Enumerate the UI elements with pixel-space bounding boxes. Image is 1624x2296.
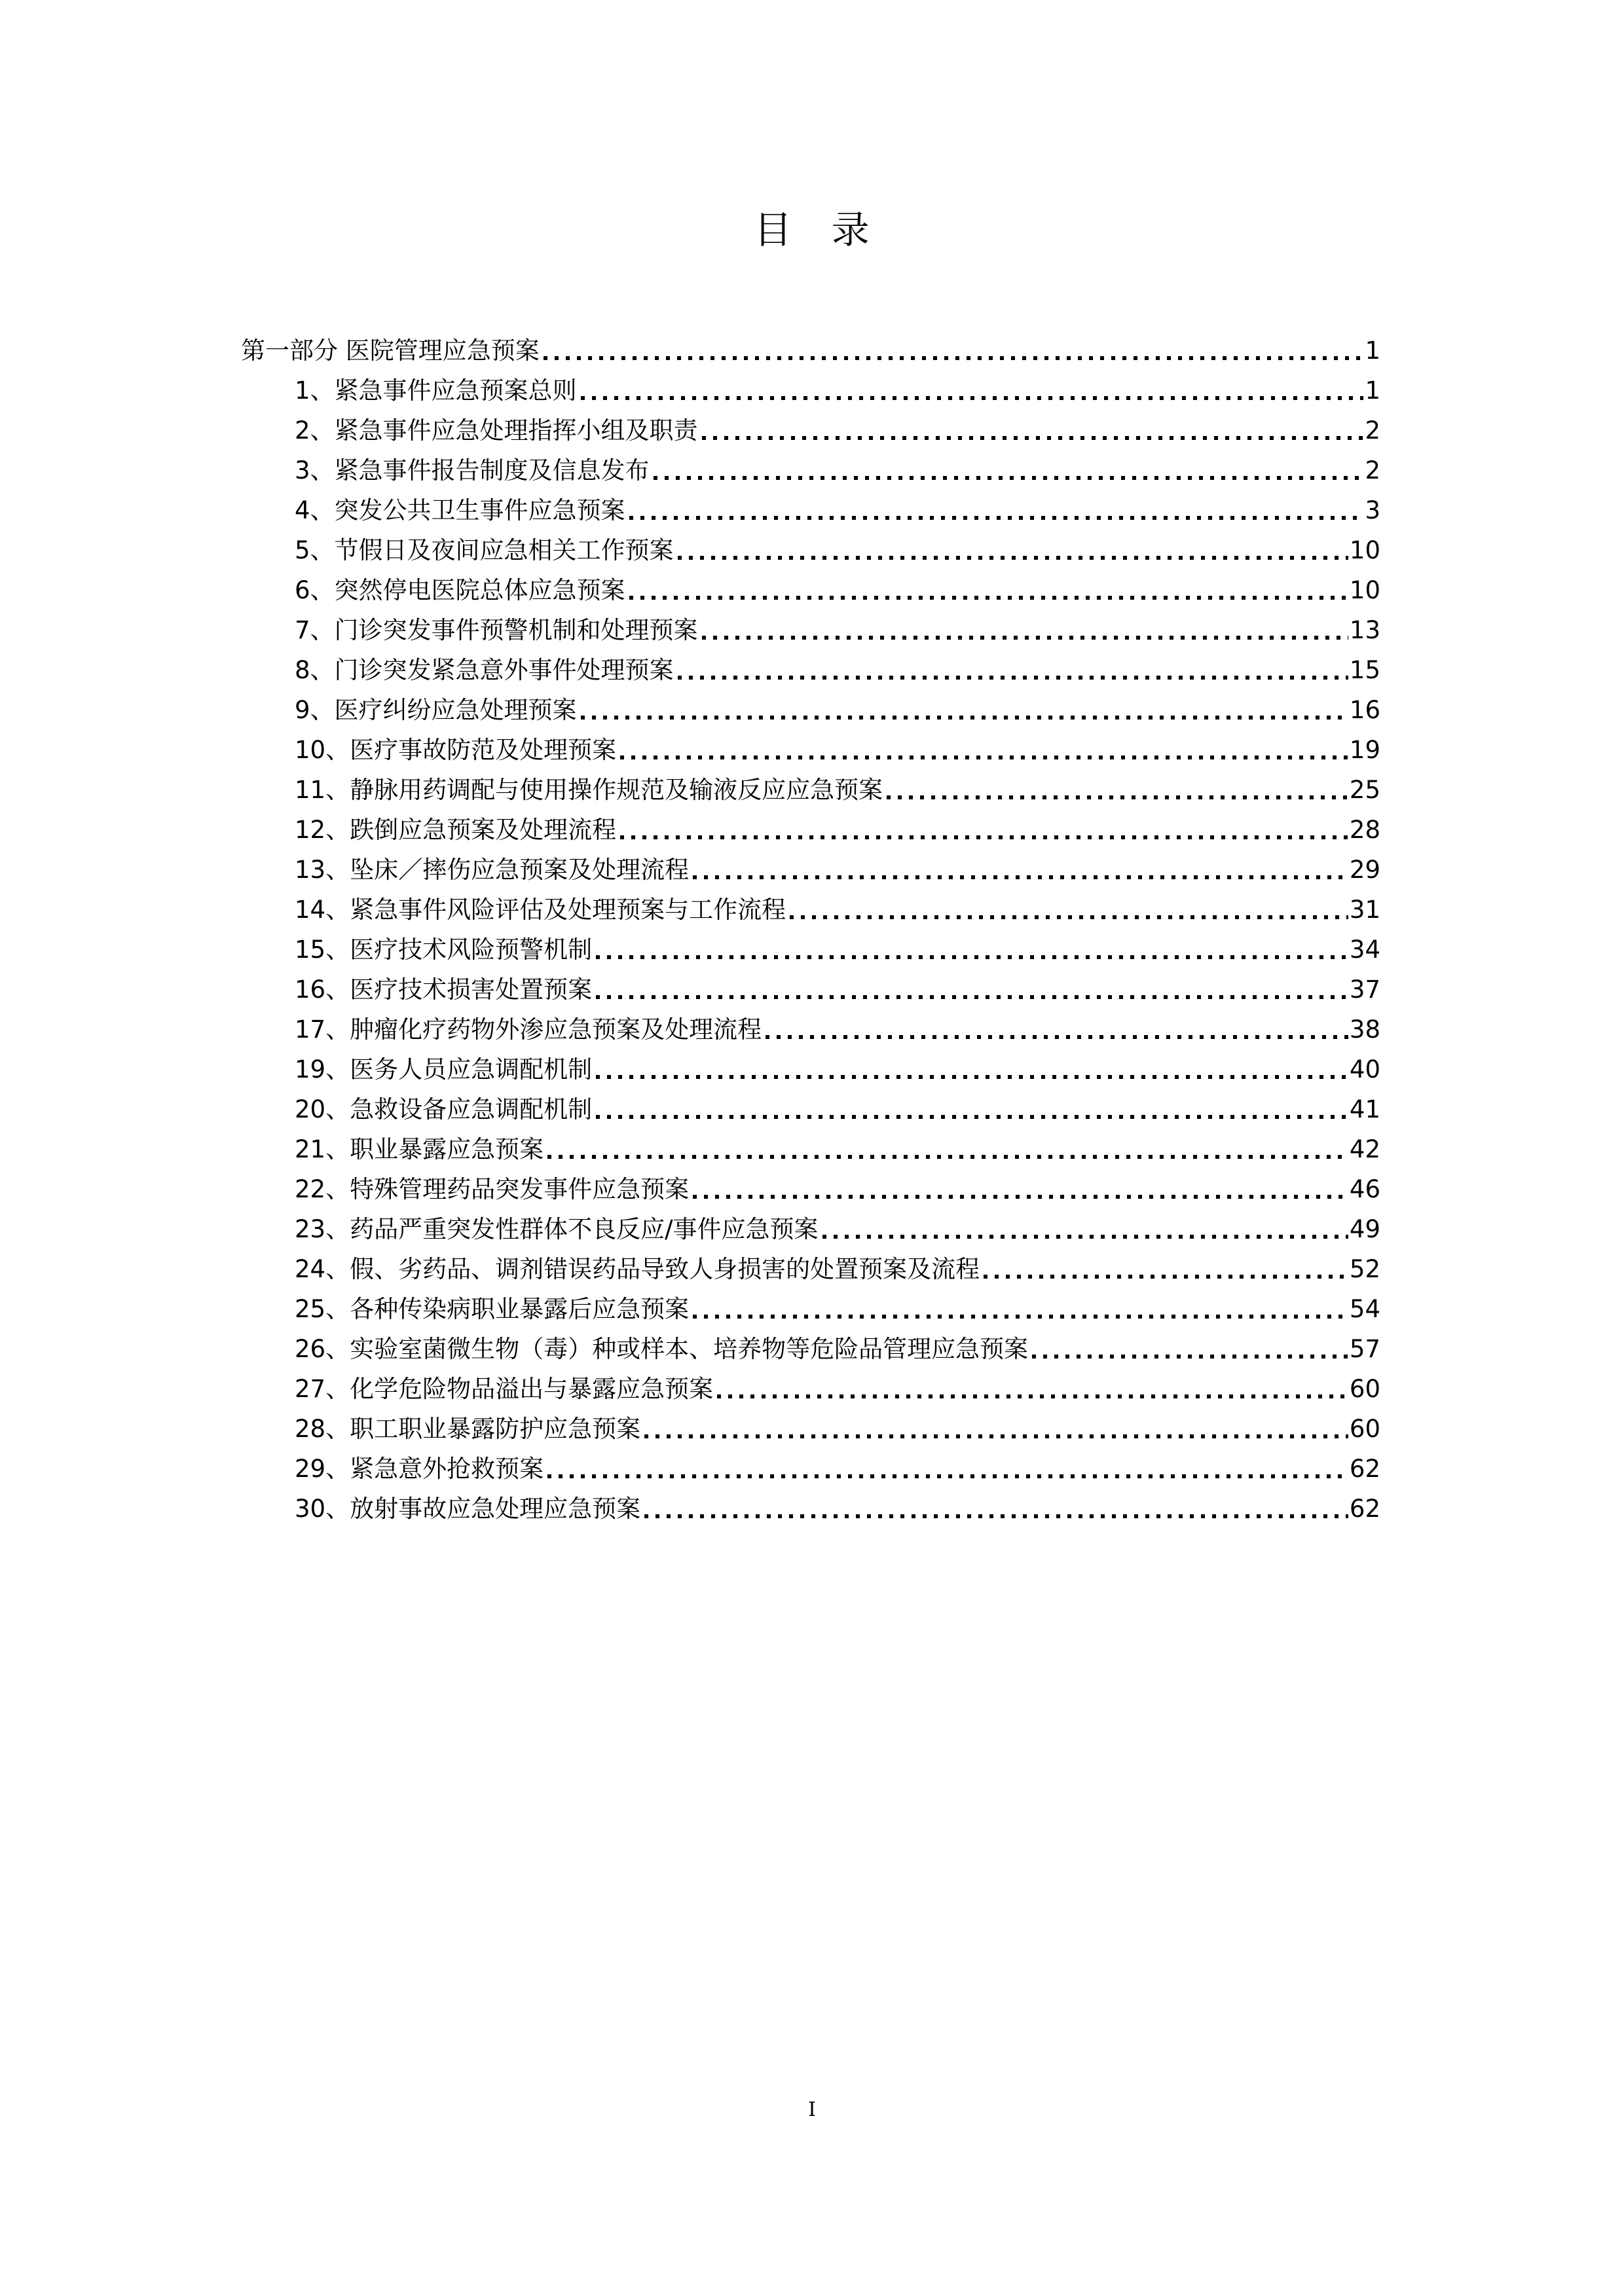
toc-leader-dots <box>654 454 1364 487</box>
toc-entry-label: 24、假、劣药品、调剂错误药品导致人身损害的处置预案及流程 <box>295 1255 980 1283</box>
toc-leader-dots <box>644 1413 1348 1446</box>
toc-leader-dots <box>717 1373 1348 1406</box>
toc-entry[interactable] <box>241 1366 1380 1406</box>
toc-leader-dots <box>678 534 1348 567</box>
toc-entry[interactable] <box>241 447 1380 487</box>
toc-entry-label: 7、门诊突发事件预警机制和处理预案 <box>295 616 698 644</box>
toc-entry[interactable] <box>241 1206 1380 1246</box>
toc-leader-dots <box>620 814 1348 847</box>
toc-entry-label: 27、化学危险物品溢出与暴露应急预案 <box>295 1375 714 1403</box>
toc-entry-label: 6、突然停电医院总体应急预案 <box>295 576 625 604</box>
toc-entry-label: 第一部分 医院管理应急预案 <box>241 337 540 365</box>
page-title: 目 录 <box>754 208 870 252</box>
toc-entry[interactable] <box>241 1006 1380 1046</box>
toc-entry-page-number: 10 <box>1349 536 1380 564</box>
toc-entry[interactable] <box>241 327 1380 367</box>
toc-entry-page-number: 49 <box>1349 1215 1380 1243</box>
toc-leader-dots <box>790 894 1348 926</box>
toc-leader-dots <box>596 974 1348 1006</box>
toc-entry[interactable] <box>241 607 1380 647</box>
toc-entry[interactable] <box>241 966 1380 1006</box>
toc-entry[interactable] <box>241 847 1380 886</box>
toc-entry-page-number: 15 <box>1349 656 1380 684</box>
toc-entry-label: 3、紧急事件报告制度及信息发布 <box>295 456 650 484</box>
toc-entry-page-number: 37 <box>1349 975 1380 1004</box>
toc-entry-label: 11、静脉用药调配与使用操作规范及输液反应应急预案 <box>295 776 883 804</box>
toc-leader-dots <box>547 1133 1348 1166</box>
toc-entry[interactable] <box>241 1485 1380 1525</box>
toc-entry[interactable] <box>241 1086 1380 1126</box>
toc-entry[interactable] <box>241 926 1380 966</box>
toc-entry-page-number: 1 <box>1365 337 1380 365</box>
toc-entry-label: 13、坠床／摔伤应急预案及处理流程 <box>295 856 690 884</box>
toc-entry-page-number: 57 <box>1349 1335 1380 1363</box>
toc-entry-page-number: 62 <box>1349 1455 1380 1483</box>
toc-entry-page-number: 34 <box>1349 936 1380 964</box>
toc-leader-dots <box>887 774 1348 807</box>
toc-entry[interactable] <box>241 1126 1380 1166</box>
toc-entry[interactable] <box>241 1446 1380 1485</box>
toc-entry-label: 21、职业暴露应急预案 <box>295 1135 544 1163</box>
toc-entry-label: 8、门诊突发紧急意外事件处理预案 <box>295 656 674 684</box>
toc-entry-page-number: 19 <box>1349 736 1380 764</box>
toc-entry[interactable] <box>241 647 1380 687</box>
toc-entry-label: 1、紧急事件应急预案总则 <box>295 376 577 405</box>
toc-entry-label: 23、药品严重突发性群体不良反应/事件应急预案 <box>295 1215 819 1243</box>
toc-entry[interactable] <box>241 567 1380 607</box>
toc-entry-page-number: 60 <box>1349 1415 1380 1443</box>
toc-leader-dots <box>766 1013 1348 1046</box>
toc-entry-label: 29、紧急意外抢救预案 <box>295 1455 544 1483</box>
toc-leader-dots <box>693 1293 1348 1326</box>
toc-entry-label: 16、医疗技术损害处置预案 <box>295 975 593 1004</box>
toc-entry-page-number: 29 <box>1349 856 1380 884</box>
toc-entry[interactable] <box>241 687 1380 727</box>
toc-leader-dots <box>596 934 1348 966</box>
toc-entry-page-number: 3 <box>1365 496 1380 524</box>
toc-leader-dots <box>702 414 1364 447</box>
toc-entry-label: 12、跌倒应急预案及处理流程 <box>295 816 617 844</box>
table-of-contents <box>241 327 1380 1525</box>
toc-entry-page-number: 25 <box>1349 776 1380 804</box>
toc-leader-dots <box>596 1093 1348 1126</box>
toc-leader-dots <box>644 1493 1348 1525</box>
toc-leader-dots <box>984 1253 1348 1286</box>
toc-entry[interactable] <box>241 1406 1380 1446</box>
toc-entry-label: 19、医务人员应急调配机制 <box>295 1055 593 1084</box>
toc-entry-page-number: 46 <box>1349 1175 1380 1203</box>
toc-entry-page-number: 40 <box>1349 1055 1380 1084</box>
toc-leader-dots <box>693 854 1348 886</box>
toc-entry-label: 17、肿瘤化疗药物外渗应急预案及处理流程 <box>295 1015 762 1044</box>
toc-entry-page-number: 2 <box>1365 456 1380 484</box>
toc-entry-page-number: 16 <box>1349 696 1380 724</box>
toc-leader-dots <box>678 654 1348 687</box>
toc-entry-label: 10、医疗事故防范及处理预案 <box>295 736 617 764</box>
toc-entry-label: 4、突发公共卫生事件应急预案 <box>295 496 625 524</box>
toc-entry[interactable] <box>241 1326 1380 1366</box>
toc-entry-label: 20、急救设备应急调配机制 <box>295 1095 593 1123</box>
toc-entry-page-number: 52 <box>1349 1255 1380 1283</box>
toc-entry[interactable] <box>241 767 1380 807</box>
toc-entry[interactable] <box>241 1246 1380 1286</box>
toc-entry[interactable] <box>241 407 1380 447</box>
toc-entry-label: 2、紧急事件应急处理指挥小组及职责 <box>295 416 698 445</box>
toc-entry-label: 28、职工职业暴露防护应急预案 <box>295 1415 641 1443</box>
toc-entry[interactable] <box>241 487 1380 527</box>
toc-entry[interactable] <box>241 1166 1380 1206</box>
toc-entry-page-number: 42 <box>1349 1135 1380 1163</box>
toc-entry-page-number: 31 <box>1349 896 1380 924</box>
toc-entry-label: 30、放射事故应急处理应急预案 <box>295 1495 641 1523</box>
toc-leader-dots <box>1032 1333 1348 1366</box>
toc-entry-page-number: 13 <box>1349 616 1380 644</box>
toc-entry[interactable] <box>241 727 1380 767</box>
toc-entry-page-number: 60 <box>1349 1375 1380 1403</box>
toc-entry[interactable] <box>241 527 1380 567</box>
toc-entry-page-number: 54 <box>1349 1295 1380 1323</box>
page-folio: I <box>808 2098 816 2121</box>
toc-entry[interactable] <box>241 1286 1380 1326</box>
toc-leader-dots <box>620 734 1348 767</box>
toc-leader-dots <box>702 614 1348 647</box>
toc-leader-dots <box>547 1453 1348 1485</box>
toc-leader-dots <box>581 374 1364 407</box>
toc-entry-page-number: 2 <box>1365 416 1380 445</box>
toc-entry-label: 14、紧急事件风险评估及处理预案与工作流程 <box>295 896 786 924</box>
toc-entry-page-number: 38 <box>1349 1015 1380 1044</box>
toc-entry-page-number: 10 <box>1349 576 1380 604</box>
toc-leader-dots <box>596 1053 1348 1086</box>
toc-entry[interactable] <box>241 886 1380 926</box>
toc-entry-label: 15、医疗技术风险预警机制 <box>295 936 593 964</box>
toc-entry[interactable] <box>241 1046 1380 1086</box>
toc-entry-label: 25、各种传染病职业暴露后应急预案 <box>295 1295 690 1323</box>
toc-leader-dots <box>822 1213 1348 1246</box>
toc-entry[interactable] <box>241 367 1380 407</box>
toc-entry-label: 22、特殊管理药品突发事件应急预案 <box>295 1175 690 1203</box>
toc-entry-label: 26、实验室菌微生物（毒）种或样本、培养物等危险品管理应急预案 <box>295 1335 1029 1363</box>
toc-entry[interactable] <box>241 807 1380 847</box>
toc-entry-page-number: 28 <box>1349 816 1380 844</box>
toc-entry-label: 5、节假日及夜间应急相关工作预案 <box>295 536 674 564</box>
toc-leader-dots <box>629 494 1364 527</box>
toc-entry-page-number: 1 <box>1365 376 1380 405</box>
toc-leader-dots <box>629 574 1348 607</box>
toc-entry-page-number: 62 <box>1349 1495 1380 1523</box>
toc-entry-page-number: 41 <box>1349 1095 1380 1123</box>
toc-leader-dots <box>693 1173 1348 1206</box>
toc-leader-dots <box>581 694 1348 727</box>
toc-entry-label: 9、医疗纠纷应急处理预案 <box>295 696 577 724</box>
toc-leader-dots <box>544 335 1364 367</box>
